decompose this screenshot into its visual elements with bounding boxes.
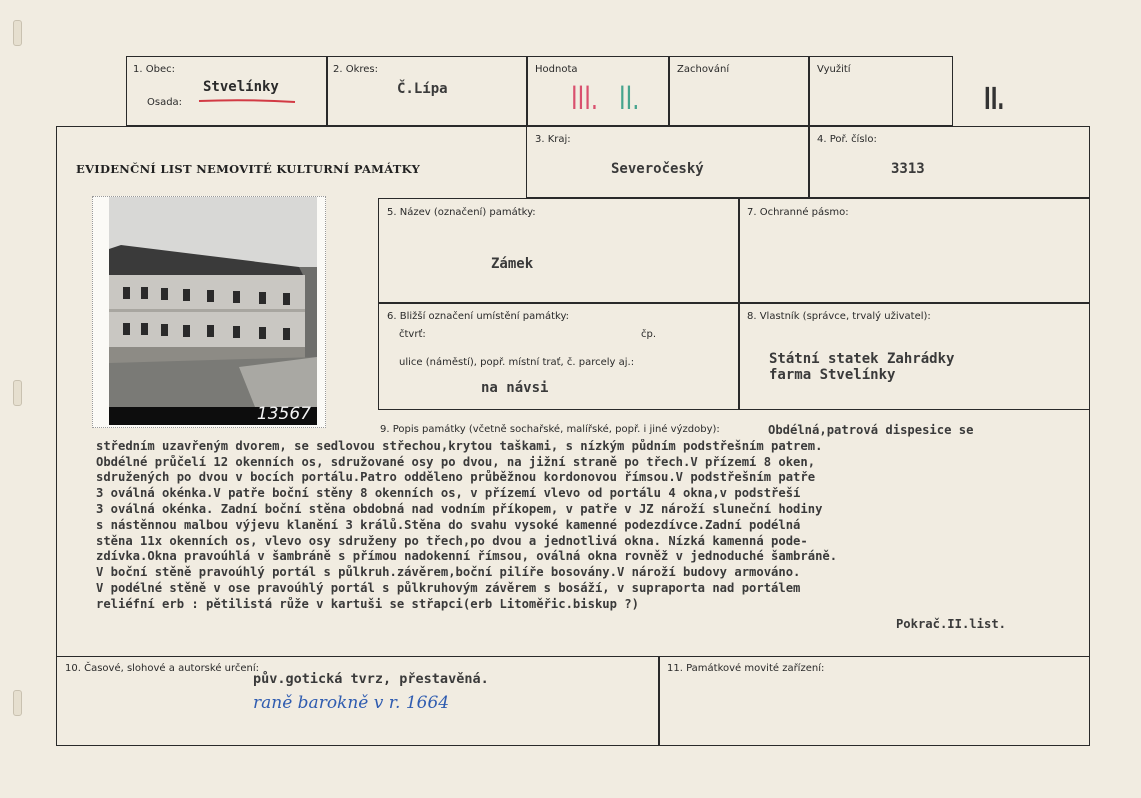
field-hodnota xyxy=(526,56,670,126)
umisteni-value: na návsi xyxy=(481,380,549,396)
okres-value: Č.Lípa xyxy=(397,81,448,97)
nazev-label: 5. Název (označení) památky: xyxy=(387,207,536,218)
continued-note: Pokrač.II.list. xyxy=(895,616,1006,631)
form-title: EVIDENČNÍ LIST NEMOVITÉ KULTURNÍ PAMÁTKY xyxy=(76,162,421,176)
field-ochranne-pasmo xyxy=(738,198,1090,304)
field-vlastnik xyxy=(738,302,1090,410)
kraj-label: 3. Kraj: xyxy=(535,134,571,145)
kraj-value: Severočeský xyxy=(611,161,704,177)
urceni-typed: pův.gotická tvrz, přestavěná. xyxy=(253,671,489,687)
popis-line: V boční stěně pravoúhlý portál s půlkruh.závěrem,boční pilíře bosovány.V nároží budovy armováno. xyxy=(96,565,801,580)
por-cislo-value: 3313 xyxy=(891,161,925,177)
popis-label: 9. Popis památky (včetně sochařské, malířské, popř. i jiné výzdoby): xyxy=(380,424,720,435)
okres-label: 2. Okres: xyxy=(333,64,379,75)
popis-line: V podélné stěně v ose pravoúhlý portál s půlkruhovým závěrem s bosáží, v supraporta nad portálem xyxy=(96,580,801,595)
punch-hole xyxy=(13,690,22,716)
vlastnik-label: 8. Vlastník (správce, trvalý uživatel): xyxy=(747,311,931,322)
movite-zarizeni-label: 11. Památkové movité zařízení: xyxy=(667,663,825,674)
vlastnik-line2: farma Stvelínky xyxy=(769,367,896,383)
field-por-cislo xyxy=(808,126,1090,198)
vyuziti-label: Využití xyxy=(817,64,851,75)
red-underline xyxy=(197,98,297,104)
popis-line: Obdélná,patrová dispesice se xyxy=(768,423,974,437)
punch-hole xyxy=(13,380,22,406)
corner-mark: II. xyxy=(984,82,1005,117)
field-obec xyxy=(126,56,328,126)
popis-line: reliéfní erb : pětilistá růže v kartuši se střapci(erb Litoměřic.biskup ?) xyxy=(96,596,639,611)
urceni-label: 10. Časové, slohové a autorské určení: xyxy=(65,663,260,674)
zachovani-label: Zachování xyxy=(677,64,730,75)
urceni-handwritten: raně barokně v r. 1664 xyxy=(253,693,450,713)
popis-line: 3 oválná okénka.V patře boční stěny 8 okenních os, v přízemí vlevo od portálu 4 okna,v podstřeší xyxy=(96,486,801,501)
por-cislo-label: 4. Poř. číslo: xyxy=(817,134,877,145)
field-vyuziti xyxy=(808,56,953,126)
ctvrt-label: čtvrť: xyxy=(399,329,426,340)
field-zachovani xyxy=(668,56,810,126)
punch-hole xyxy=(13,20,22,46)
popis-line: 3 oválná okénka. Zadní boční stěna obdobná nad vodním příkopem, v patře v JZ nároží sluneční hodiny xyxy=(96,501,823,516)
cp-label: čp. xyxy=(641,329,657,340)
nazev-value: Zámek xyxy=(491,256,534,272)
field-kraj xyxy=(526,126,810,198)
field-umisteni xyxy=(378,302,740,410)
umisteni-label: 6. Bližší označení umístění památky: xyxy=(387,311,570,322)
ulice-label: ulice (náměstí), popř. místní trať, č. parcely aj.: xyxy=(399,357,635,368)
vlastnik-line1: Státní statek Zahrádky xyxy=(769,351,955,367)
popis-text xyxy=(96,423,1066,632)
popis-line: stěna 11x okenních os, vlevo osy sdruženy po třech,po dvou a jednotlivá okna. Nízká kamenná pode- xyxy=(96,533,808,548)
building-photo xyxy=(92,196,326,428)
field-urceni xyxy=(56,656,660,746)
hodnota-red-mark: III. xyxy=(571,79,598,117)
popis-line: středním uzavřeným dvorem, se sedlovou střechou,krytou taškami, s nízkým půdním podstřešním patrem. xyxy=(96,438,823,453)
photo-print xyxy=(109,197,317,425)
field-movite-zarizeni xyxy=(658,656,1090,746)
popis-line: sdružených po dvou v bocích portálu.Patro odděleno průběžnou kordonovou římsou.V podstřešním patře xyxy=(96,470,816,485)
popis-line: zdívka.Okna pravoúhlá v šambráně s přímou nadokenní římsou, oválná okna rovněž v jednoduché šambráně. xyxy=(96,549,838,564)
field-okres xyxy=(326,56,528,126)
osada-label: Osada: xyxy=(147,97,183,108)
obec-value: Stvelínky xyxy=(203,79,279,95)
obec-label: 1. Obec: xyxy=(133,64,175,75)
castle-photo-icon xyxy=(109,197,317,425)
hodnota-green-mark: II. xyxy=(619,79,640,117)
popis-line: Obdélné průčelí 12 okenních os, sdružované osy po dvou, na jižní straně po třech.V přízemí 8 oken, xyxy=(96,454,816,469)
photo-number: 13567 xyxy=(256,404,311,424)
ochranne-pasmo-label: 7. Ochranné pásmo: xyxy=(747,207,849,218)
popis-line: s nástěnnou malbou výjevu klanění 3 králů.Stěna do svahu vysoké kamenné podezdívce.Zadní podélná xyxy=(96,517,801,532)
hodnota-label: Hodnota xyxy=(535,64,578,75)
field-nazev xyxy=(378,198,740,304)
